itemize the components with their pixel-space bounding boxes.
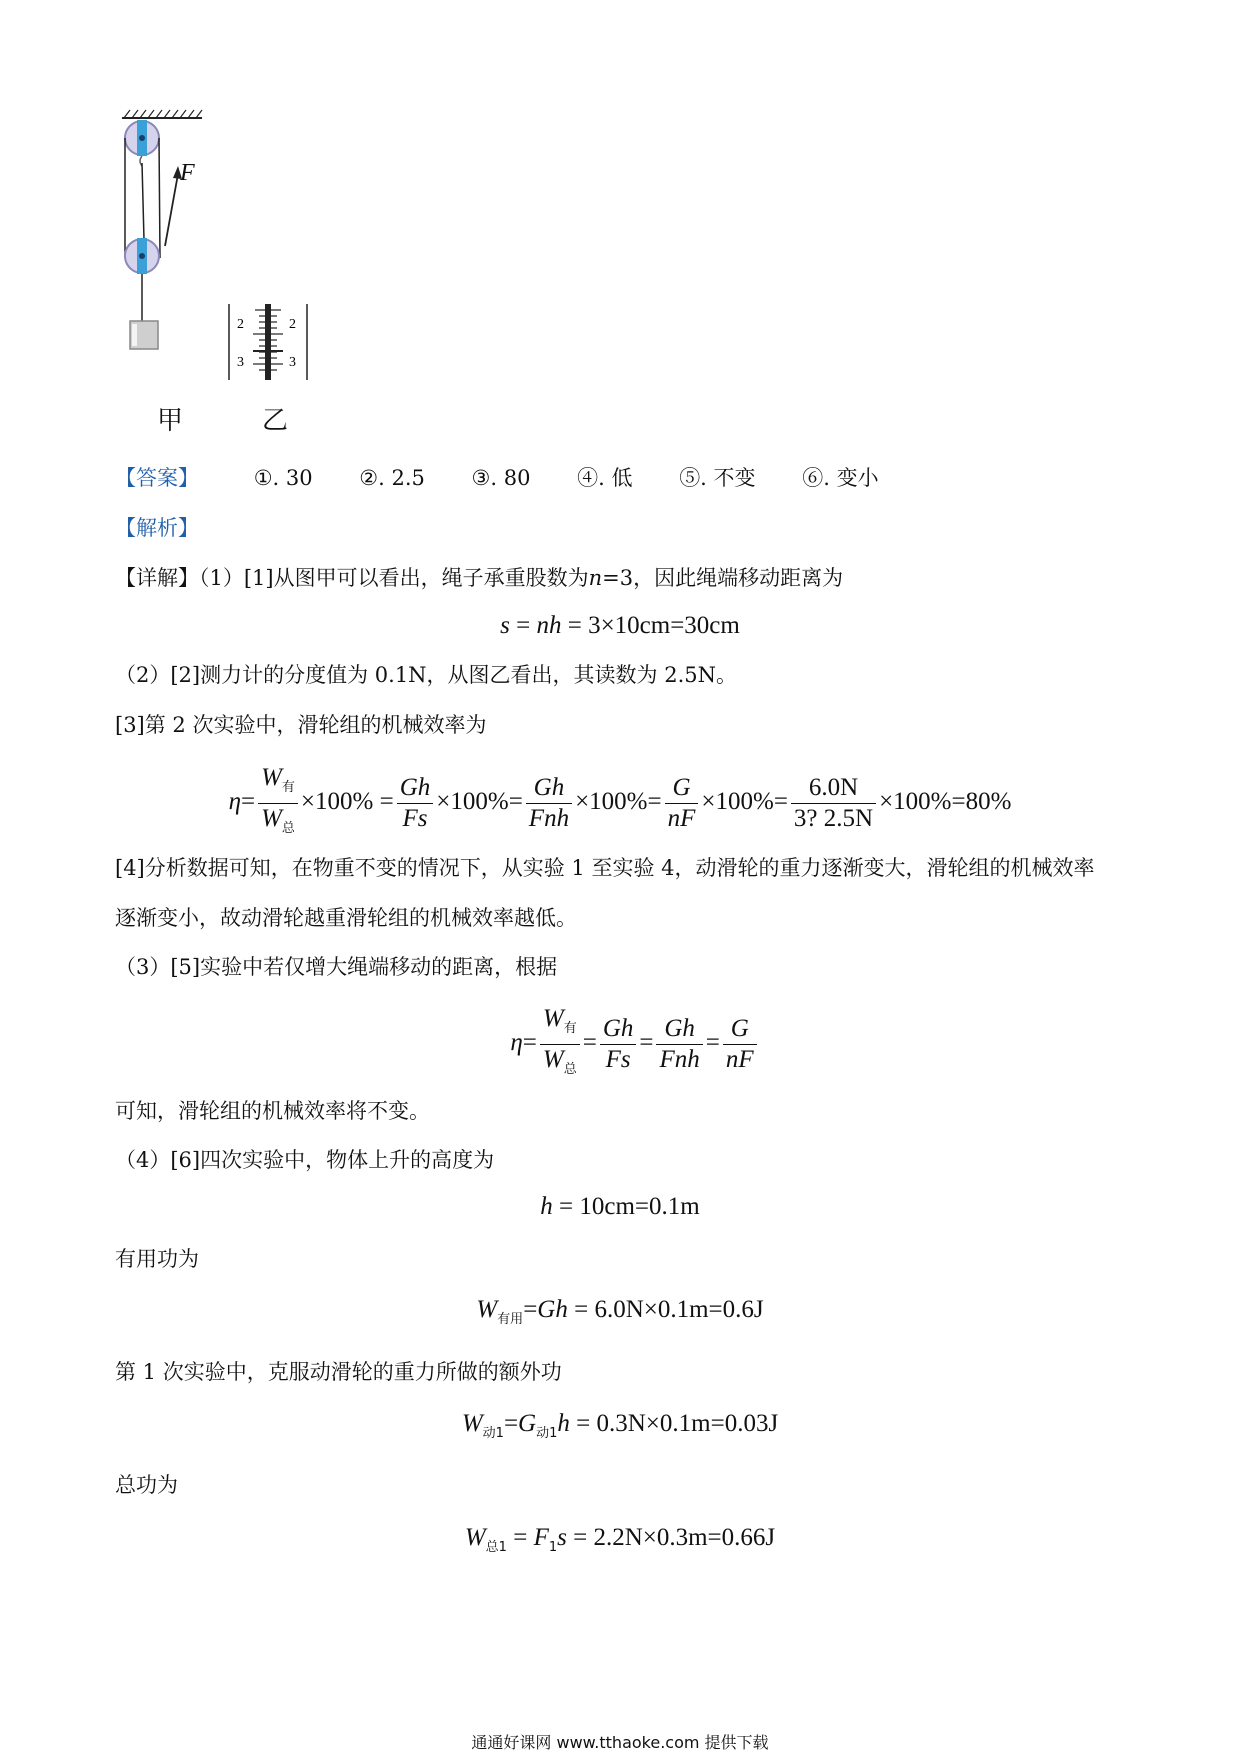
equation-5: $W_{有用}=Gh = 6.0N\times 0.1m=0.6J$ — [476, 1296, 764, 1327]
paragraph-2: （2）[2]测力计的分度值为 0.1N，从图乙看出，其读数为 2.5N。 — [115, 663, 737, 687]
pulley-figure — [110, 108, 240, 408]
answer-1: ①. 30 — [253, 466, 313, 490]
scale-left-bottom: 3 — [237, 355, 244, 370]
caption-yi: 乙 — [262, 406, 289, 436]
answer-5: ⑤. 不变 — [679, 466, 756, 490]
answer-6: ⑥. 变小 — [802, 466, 879, 490]
paragraph-6: 可知，滑轮组的机械效率将不变。 — [115, 1099, 430, 1123]
equation-2: η= $\frac{W_有}{W_总}$ ×100% = $\frac{Gh}{Fs}$ ×100%= $\frac{Gh}{\text{Fnh}}$ ×100%= $\frac{G}{nF}$ ×100%= $\frac{6.0N}{3? 2.5N}$ ×100%=80% — [228, 764, 1012, 836]
equation-4: h = 10cm=0.1m — [540, 1193, 700, 1220]
paragraph-4a: [4]分析数据可知，在物重不变的情况下，从实验 1 至实验 4，动滑轮的重力逐渐变大，滑轮组的机械效率 — [115, 856, 1095, 880]
paragraph-3: [3]第 2 次实验中，滑轮组的机械效率为 — [115, 713, 487, 737]
answer-line — [115, 464, 919, 492]
equation-1: s = nh = 3×10cm=30cm — [500, 612, 740, 639]
spring-scale-figure — [225, 300, 315, 390]
paragraph-8: 有用功为 — [115, 1247, 199, 1271]
equation-7: $W_{总1} = F_1s = 2.2N\times 0.3m=0.66J$ — [464, 1524, 776, 1555]
scale-right-top: 2 — [289, 317, 296, 332]
answer-4: ④. 低 — [577, 466, 633, 490]
analysis-label: 【解析】 — [115, 516, 199, 540]
paragraph-7: （4）[6]四次实验中，物体上升的高度为 — [115, 1148, 495, 1172]
paragraph-9: 第 1 次实验中，克服动滑轮的重力所做的额外功 — [115, 1360, 562, 1384]
answer-3: ③. 80 — [471, 466, 531, 490]
force-label: F — [180, 160, 195, 186]
paragraph-1: 【详解】（1）[1]从图甲可以看出，绳子承重股数为n=3，因此绳端移动距离为 — [115, 566, 844, 590]
equation-6: $W_{动1}=G_{动1}h = 0.3N\times 0.1m=0.03J$ — [461, 1410, 779, 1441]
scale-right-bottom: 3 — [289, 355, 296, 370]
paragraph-4b: 逐渐变小，故动滑轮越重滑轮组的机械效率越低。 — [115, 906, 577, 930]
scale-left-top: 2 — [237, 317, 244, 332]
answer-label: 【答案】 — [115, 466, 199, 490]
caption-jia: 甲 — [157, 406, 184, 436]
equation-3: η= $\frac{W_有}{W_总}$ = $\frac{Gh}{Fs}$ = $\frac{Gh}{\text{Fnh}}$ = $\frac{G}{nF}$ — [0, 1004, 1240, 1085]
answer-2: ②. 2.5 — [359, 466, 425, 490]
paragraph-10: 总功为 — [115, 1473, 178, 1497]
footer-credit: 通通好课网 www.tthaoke.com 提供下载 — [471, 1733, 769, 1752]
paragraph-5: （3）[5]实验中若仅增大绳端移动的距离，根据 — [115, 955, 558, 979]
